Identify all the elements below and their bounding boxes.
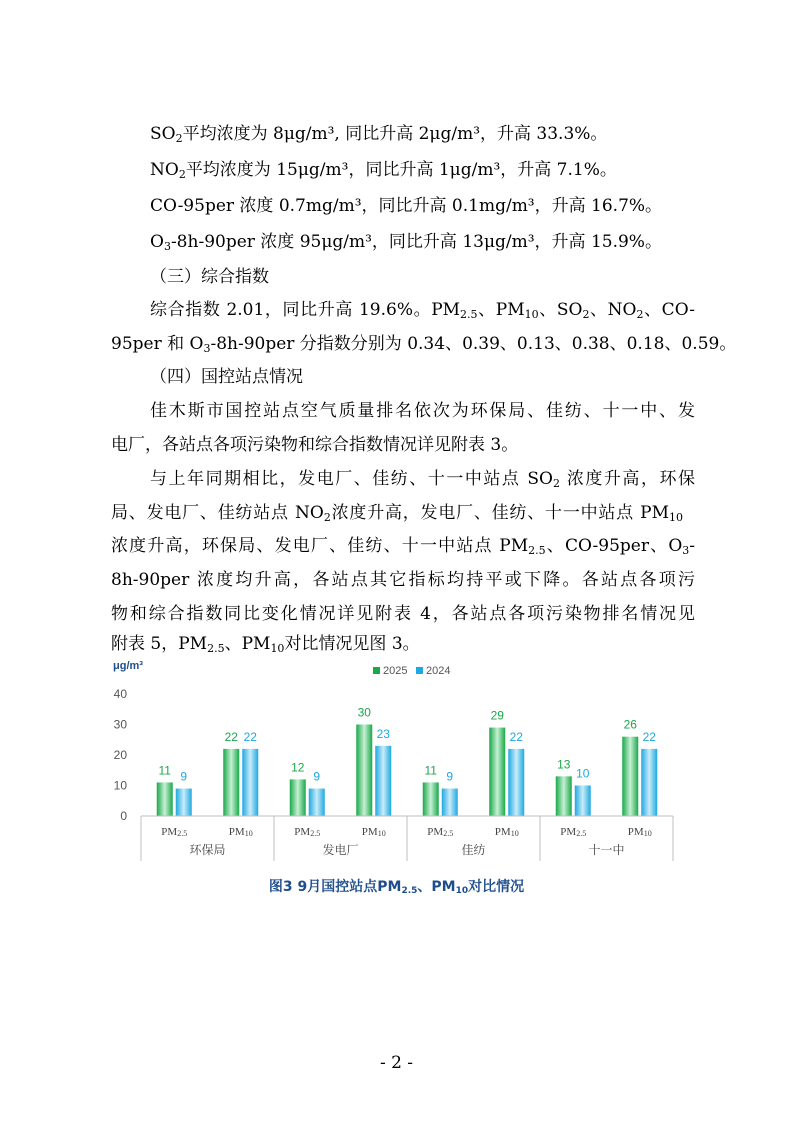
y-axis-unit-label: μg/m³ [113, 660, 143, 672]
page-number: - 2 - [379, 1053, 414, 1073]
category-label: PM2.5 [294, 826, 321, 838]
data-label-2024: 9 [313, 769, 321, 784]
y-tick-label: 40 [113, 687, 127, 701]
pm-comparison-chart [111, 656, 675, 866]
category-label: PM2.5 [161, 826, 188, 838]
bar-2024 [575, 786, 591, 817]
data-label-2024: 22 [243, 729, 257, 744]
data-label-2025: 11 [158, 763, 171, 778]
so2-line: $SO_2$平均浓度为 8μg/m³, 同比升高 2μg/m³，升高 33.3%。 [150, 124, 608, 145]
bar-2025 [290, 779, 306, 816]
bar-2024 [375, 746, 391, 816]
chart-legend [373, 665, 450, 677]
data-label-2024: 9 [446, 769, 454, 784]
y-tick-label: 20 [113, 748, 127, 762]
bar-2025 [356, 725, 372, 817]
data-label-2024: 9 [180, 769, 188, 784]
legend-swatch-2024 [416, 667, 423, 674]
figure-caption: 图3 9月国控站点$PM_{2.5}$、$PM_{10}$对比情况 [268, 879, 525, 896]
data-label-2024: 23 [376, 726, 390, 741]
group-label: 佳纺 [461, 843, 486, 857]
o3-line: $O_3-8h-90per$ 浓度 95μg/m³，同比升高 13μg/m³，升高 15.9%。 [150, 232, 662, 253]
no2-line: $NO_2$平均浓度为 15μg/m³，同比升高 1μg/m³，升高 7.1%。 [150, 160, 617, 181]
data-label-2025: 29 [490, 708, 504, 723]
heading-composite-index: （三）综合指数 [150, 267, 269, 287]
compare-line-2: 局、发电厂、佳纺站点 $NO_2$浓度升高，发电厂、佳纺、十一中站点 $PM_{10}$ [111, 503, 683, 524]
bar-2025 [423, 782, 439, 816]
data-label-2024: 22 [509, 729, 523, 744]
data-label-2025: 13 [557, 757, 571, 772]
group-label: 发电厂 [322, 843, 359, 857]
compare-line-6: 附表 5，$PM_{2.5}$、$PM_{10}$对比情况见图 3。 [111, 634, 420, 655]
compare-line-3: 浓度升高，环保局、发电厂、佳纺、十一中站点 $PM_{2.5}$、CO-95per、$O_3-$ [111, 536, 696, 557]
data-label-2025: 30 [357, 705, 371, 720]
composite-index-line-2: 95per 和 $O_3-8h-90per$ 分指数分别为 0.34、0.39、0.13、0.38、0.18、0.59。 [111, 334, 737, 355]
bar-2025 [489, 728, 505, 816]
group-label: 环保局 [189, 843, 226, 857]
rank-line-1: 佳木斯市国控站点空气质量排名依次为环保局、佳纺、十一中、发 [150, 401, 695, 421]
bar-2025 [223, 749, 239, 816]
bar-2024 [641, 749, 657, 816]
category-label: PM2.5 [427, 826, 454, 838]
legend-label-2024: 2024 [426, 665, 451, 677]
co-line: CO-95per 浓度 0.7mg/m³，同比升高 0.1mg/m³，升高 16.7%。 [150, 196, 663, 216]
legend-label-2025: 2025 [383, 665, 408, 677]
data-label-2025: 11 [424, 763, 437, 778]
bar-2025 [622, 737, 638, 816]
rank-line-2: 电厂，各站点各项污染物和综合指数情况详见附表 3。 [111, 435, 519, 455]
category-label: PM10 [627, 826, 652, 838]
bar-2024 [442, 789, 458, 816]
data-label-2024: 22 [642, 729, 656, 744]
bar-2025 [157, 782, 173, 816]
category-label: PM10 [494, 826, 519, 838]
y-tick-label: 0 [120, 809, 127, 823]
bar-2024 [242, 749, 258, 816]
data-label-2025: 26 [623, 717, 637, 732]
category-label: PM2.5 [560, 826, 587, 838]
composite-index-line-1: 综合指数 2.01，同比升高 19.6%。$PM_{2.5}$、$PM_{10}$、$SO_2$、$NO_2$、CO- [150, 300, 695, 321]
group-label: 十一中 [588, 843, 625, 857]
y-tick-label: 30 [113, 717, 127, 732]
bar-2024 [176, 789, 192, 816]
data-label-2025: 12 [291, 760, 305, 775]
legend-swatch-2025 [373, 667, 380, 674]
category-label: PM10 [228, 826, 253, 838]
bar-2024 [508, 749, 524, 816]
bar-2024 [309, 789, 325, 816]
data-label-2025: 22 [224, 729, 238, 744]
compare-line-5: 物和综合指数同比变化情况详见附表 4，各站点各项污染物排名情况见 [111, 604, 695, 624]
category-label: PM10 [361, 826, 386, 838]
compare-line-4: 8h-90per 浓度均升高，各站点其它指标均持平或下降。各站点各项污 [111, 570, 695, 590]
data-label-2024: 10 [576, 766, 590, 781]
compare-line-1: 与上年同期相比，发电厂、佳纺、十一中站点 $SO_2$ 浓度升高，环保 [150, 469, 695, 490]
y-tick-label: 10 [113, 778, 127, 793]
bar-2025 [556, 776, 572, 816]
heading-station: （四）国控站点情况 [150, 367, 303, 387]
